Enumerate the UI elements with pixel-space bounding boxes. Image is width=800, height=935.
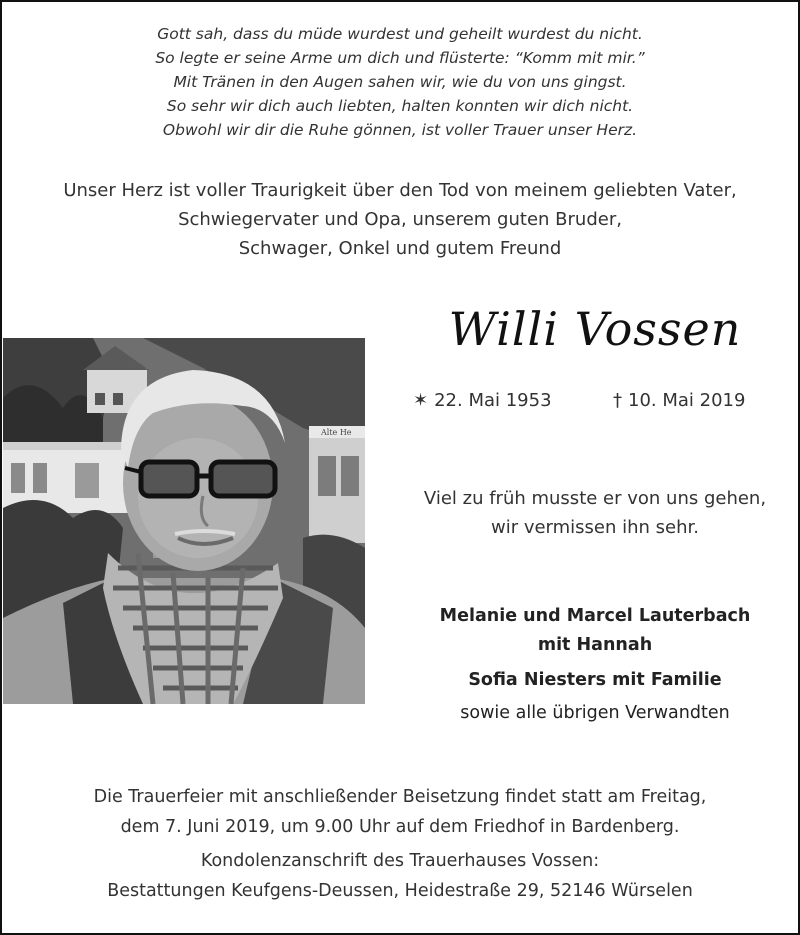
building-sign: Alte He bbox=[321, 428, 352, 437]
service-line: Die Trauerfeier mit anschließender Beisetzung findet statt am Freitag, bbox=[93, 787, 707, 807]
intro-line: Unser Herz ist voller Traurigkeit über den Tod von meinem geliebten Vater, bbox=[63, 180, 737, 201]
remembrance-note bbox=[395, 484, 795, 542]
intro-line: Schwager, Onkel und gutem Freund bbox=[238, 238, 562, 259]
poem-line: So legte er seine Arme um dich und flüsterte: “Komm mit mir.” bbox=[155, 49, 645, 67]
death-cross-icon: † bbox=[613, 390, 622, 411]
service-info bbox=[0, 782, 800, 842]
condolence-address bbox=[0, 846, 800, 906]
poem-line: Gott sah, dass du müde wurdest und geheilt wurdest du nicht. bbox=[157, 25, 643, 43]
death-date bbox=[613, 390, 745, 411]
address-line: Kondolenzanschrift des Trauerhauses Vossen: bbox=[200, 851, 600, 871]
birth-date-value: 22. Mai 1953 bbox=[434, 390, 552, 411]
poem-line: So sehr wir dich auch liebten, halten konnten wir dich nicht. bbox=[166, 97, 634, 115]
intro-line: Schwiegervater und Opa, unserem guten Bruder, bbox=[178, 209, 622, 230]
mourner-line: sowie alle übrigen Verwandten bbox=[460, 703, 730, 723]
poem bbox=[0, 22, 800, 142]
poem-line: Obwohl wir dir die Ruhe gönnen, ist voller Trauer unser Herz. bbox=[162, 121, 638, 139]
poem-line: Mit Tränen in den Augen sahen wir, wie du von uns gingst. bbox=[173, 73, 627, 91]
mourner-line: Melanie und Marcel Lauterbach bbox=[439, 606, 751, 626]
address-line: Bestattungen Keufgens-Deussen, Heidestraße 29, 52146 Würselen bbox=[107, 881, 693, 901]
mourners-list bbox=[385, 602, 800, 728]
birth-date bbox=[413, 390, 552, 411]
birth-star-icon: ✶ bbox=[413, 390, 429, 411]
death-date-value: 10. Mai 2019 bbox=[628, 390, 746, 411]
note-line: wir vermissen ihn sehr. bbox=[490, 517, 700, 538]
portrait-photo bbox=[3, 338, 365, 704]
deceased-name: Willi Vossen bbox=[448, 302, 742, 356]
intro-text bbox=[0, 176, 800, 263]
mourner-line: mit Hannah bbox=[537, 635, 653, 655]
service-line: dem 7. Juni 2019, um 9.00 Uhr auf dem Friedhof in Bardenberg. bbox=[120, 817, 680, 837]
note-line: Viel zu früh musste er von uns gehen, bbox=[423, 488, 767, 509]
mourner-line: Sofia Niesters mit Familie bbox=[468, 670, 722, 690]
